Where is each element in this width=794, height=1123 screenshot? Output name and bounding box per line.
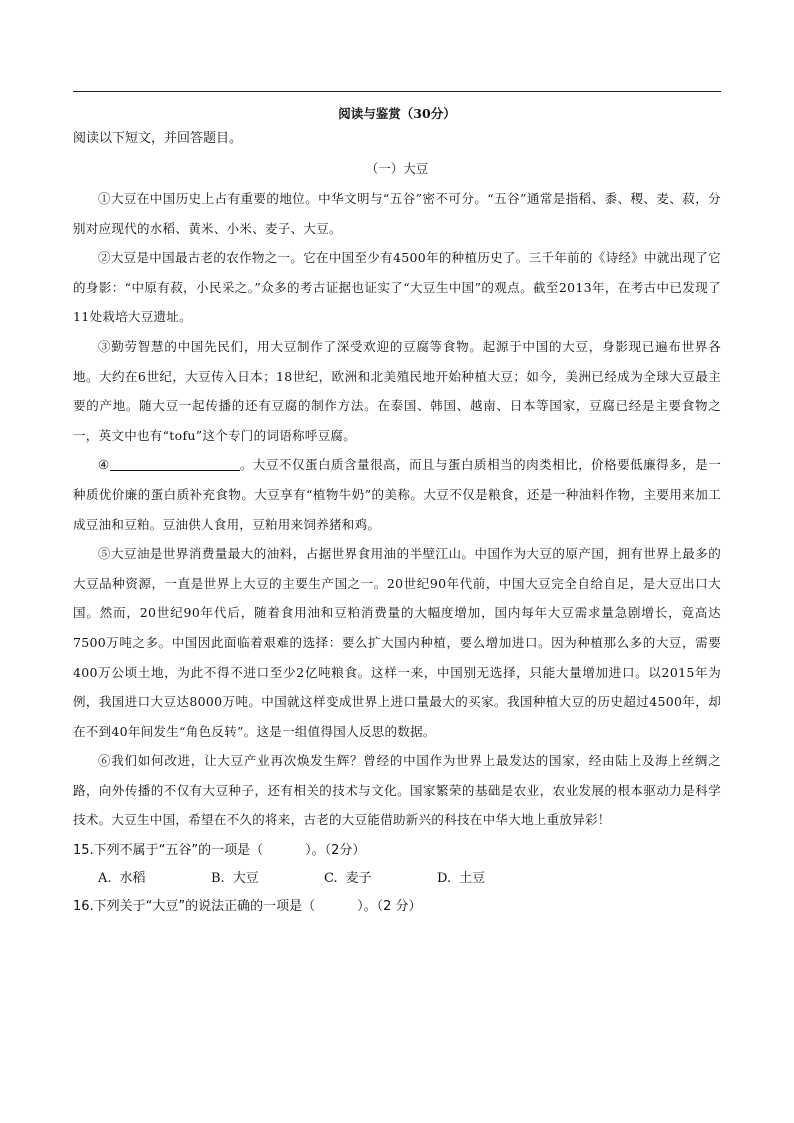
option-c[interactable] — [324, 865, 437, 893]
option-text: 麦子 — [345, 871, 372, 887]
paragraph-5: ⑤大豆油是世界消费量最大的油料，占据世界食用油的半壁江山。中国作为大豆的原产国，拥有世界上最多的大豆品种资源，一直是世界上大豆的主要生产国之一。20世纪90年代前，中国大豆完全自给自足，是大豆出口大国。然而，20世纪90年代后，随着食用油和豆粕消费量的大幅度增加，国内每年大豆需求量急剧增长，竟高达7500万吨之多。中国因此面临着艰难的选择：要么扩大国内种植，要么增加进口。因为种植那么多的大豆，需要400万公顷土地，为此不得不进口至少2亿吨粮食。这样一来，中国别无选择，只能大量增加进口。以2015年为例，我国进口大豆达8000万吨。中国就这样变成世界上进口量最大的买家。我国种植大豆的历史超过4500年，却在不到40年间发生“角色反转”。这是一组值得国人反思的数据。 — [73, 546, 721, 739]
paragraph-1: ①大豆在中国历史上占有重要的地位。中华文明与“五谷”密不可分。“五谷”通常是指稻、黍、稷、麦、菽，分别对应现代的水稻、黄米、小米、麦子、大豆。 — [73, 191, 721, 236]
paragraph-4 — [73, 450, 721, 539]
instruction: 阅读以下短文，并回答题目。 — [73, 131, 243, 146]
section-title: 阅读与鉴赏（30分） — [338, 106, 456, 121]
option-a[interactable] — [98, 865, 211, 893]
question-15 — [73, 837, 721, 865]
exam-page — [73, 104, 721, 921]
question-16 — [73, 893, 721, 921]
option-letter: C. — [324, 871, 338, 887]
option-letter: B. — [211, 871, 225, 887]
option-b[interactable] — [211, 865, 324, 893]
option-text: 水稻 — [119, 871, 146, 887]
question-16-stem: 16.下列关于“大豆”的说法正确的一项是（ — [73, 899, 316, 915]
option-text: 大豆 — [232, 871, 259, 887]
option-letter: A. — [98, 871, 112, 887]
question-16-points: ）。（2 分） — [357, 899, 422, 915]
paragraph-4-text: 。大豆不仅蛋白质含量很高，而且与蛋白质相当的肉类相比，价格要低廉得多，是一种质优价廉的蛋白质补充食物。大豆享有“植物牛奶”的美称。大豆不仅是粮食，还是一种油料作物，主要用来加工成豆油和豆粕。豆油供人食用，豆粕用来饲养猪和鸡。 — [73, 457, 721, 532]
fill-in-blank[interactable] — [110, 456, 240, 471]
option-letter: D. — [437, 871, 452, 887]
question-15-points: ）。（2分） — [305, 843, 366, 859]
article-title: （一）大豆 — [365, 161, 429, 176]
paragraph-3: ③勤劳智慧的中国先民们，用大豆制作了深受欢迎的豆腐等食物。起源于中国的大豆，身影现已遍布世界各地。大约在6世纪，大豆传入日本；18世纪，欧洲和北美殖民地开始种植大豆；如今，美洲已经成为全球大豆最主要的产地。随大豆一起传播的还有豆腐的制作方法。在泰国、韩国、越南、日本等国家，豆腐已经是主要食物之一，英文中也有“tofu”这个专门的词语称呼豆腐。 — [73, 338, 721, 443]
option-text: 土豆 — [459, 871, 486, 887]
paragraph-4-marker: ④ — [98, 457, 110, 473]
header-rule — [73, 91, 721, 92]
paragraph-2: ②大豆是中国最古老的农作物之一。它在中国至少有4500年的种植历史了。三千年前的《诗经》中就出现了它的身影：“中原有菽，小民采之。”众多的考古证据也证实了“大豆生中国”的观点。截至2013年，在考古中已发现了11处栽培大豆遗址。 — [73, 250, 721, 325]
question-15-stem: 15.下列不属于“五谷”的一项是（ — [73, 843, 264, 859]
option-d[interactable] — [437, 865, 550, 893]
paragraph-6: ⑥我们如何改进，让大豆产业再次焕发生辉？曾经的中国作为世界上最发达的国家，经由陆上及海上丝绸之路，向外传播的不仅有大豆种子，还有相关的技术与文化。国家繁荣的基础是农业，农业发展的根本驱动力是科学技术。大豆生中国，希望在不久的将来，古老的大豆能借助新兴的科技在中华大地上重放异彩！ — [73, 753, 721, 828]
question-15-options — [73, 865, 721, 893]
